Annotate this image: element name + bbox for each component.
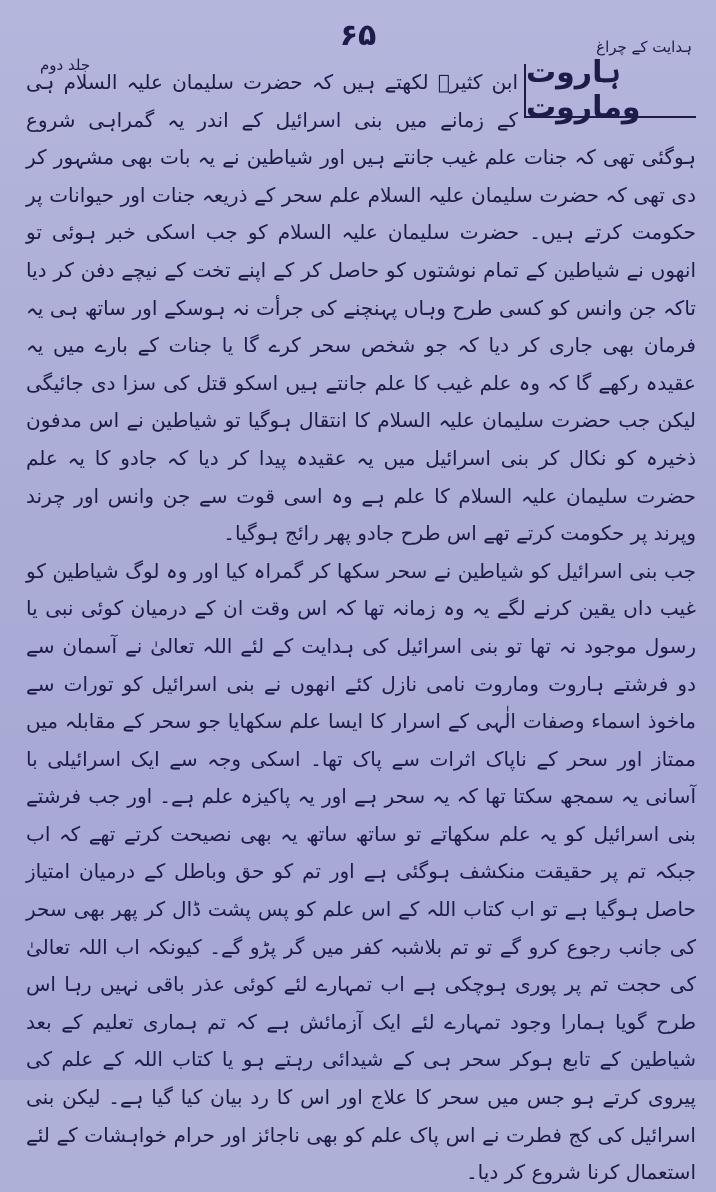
volume-header: جلد دوم [40,56,91,74]
book-title-header: ہدایت کے چراغ [596,38,692,56]
page-number: ۶۵ [339,18,377,53]
paragraph: جب بنی اسرائیل کو شیاطین نے سحر سکھا کر گمراہ کیا اور وہ لوگ شیاطین کو غیب داں یقین کرنے لگے یہ وہ زمانہ تھا کہ اس وقت ان کے درمیان کوئی نبی یا رسول موجود نہ تھا تو بنی اسرائیل کی ہدایت کے لئے اللہ تعالیٰ نے آسمان سے دو فرشتے ہاروت وماروت نامی نازل کئے انھوں نے بنی اسرائیل کو تورات سے ماخوذ اسماء وصفات الٰہی کے اسرار کا ایسا علم سکھایا جو سحر کے مقابلہ میں ممتاز اور سحر کے ناپاک اثرات سے پاک تھا۔ اسکی وجہ سے ایک اسرائیلی با آسانی یہ سمجھ سکتا تھا کہ یہ سحر ہے اور یہ پاکیزہ علم ہے۔ اور جب فرشتے بنی اسرائیل کو یہ علم سکھاتے تو ساتھ ساتھ یہ بھی نصیحت کرتے تھے کہ اب جبکہ تم پر حقیقت منکشف ہوگئی ہے اور تم کو حق وباطل کے درمیان امتیاز حاصل ہوگیا ہے تو اب کتاب اللہ کے اس علم کو پس پشت ڈال کر پھر بھی سحر کی جانب رجوع کرو گے تو تم بلاشبہ کفر میں گر پڑو گے۔ کیونکہ اب اللہ تعالیٰ کی حجت تم پر پوری ہوچکی ہے اب تمہارے لئے کوئی عذر باقی نہیں رہا اس طرح گویا ہمارا وجود تمہارے لئے ایک آزمائش ہے کہ تم ہماری تعلیم کے بعد شیاطین کے تابع ہوکر سحر ہی کے شیدائی رہتے ہو یا کتاب اللہ کے علم کی پیروی کرتے ہو جس میں سحر کا علاج اور اس کا رد بیان کیا گیا ہے۔ لیکن بنی اسرائیل کی کج فطرت نے اس پاک علم کو بھی ناجائز اور حرام خواہشات کے لئے استعمال کرنا شروع کر دیا۔ [26,558,696,1185]
paragraph: ابن کثیرؒ لکھتے ہیں کہ حضرت سلیمان علیہ السلام ہی کے زمانے میں بنی اسرائیل کے اندر یہ گمراہی شروع ہوگئی تھی کہ جنات علم غیب جانتے ہیں اور شیاطین نے یہ بات بھی مشہور کر دی تھی کہ حضرت سلیمان علیہ السلام علم سحر کے ذریعہ جنات اور حیوانات پر حکومت کرتے ہیں۔ حضرت سلیمان علیہ السلام کو جب اسکی خبر ہوئی تو انھوں نے شیاطین کے تمام نوشتوں کو حاصل کر کے اپنے تخت کے نیچے دفن کر دیا تاکہ جن وانس کو کسی طرح وہاں پہنچنے کی جرأت نہ ہوسکے اور ساتھ ہی یہ فرمان بھی جاری کر دیا کہ جو شخص سحر کرے گا یا جنات کے بارے میں یہ عقیدہ رکھے گا کہ وہ علم غیب کا علم جانتے ہیں اسکو قتل کی سزا دی جائیگی لیکن جب حضرت سلیمان علیہ السلام کا انتقال ہوگیا تو شیاطین نے اس مدفون ذخیرہ کو نکال کر بنی اسرائیل میں یہ عقیدہ پیدا کر دیا کہ جادو کا یہ علم حضرت سلیمان علیہ السلام کا علم ہے وہ اسی قوت سے جن وانس اور چرند وپرند پر حکومت کرتے تھے اس طرح جادو پھر رائج ہوگیا۔ [26,70,696,546]
body-text [26,64,696,1192]
section-title: ہاروت وماروت [526,55,641,125]
